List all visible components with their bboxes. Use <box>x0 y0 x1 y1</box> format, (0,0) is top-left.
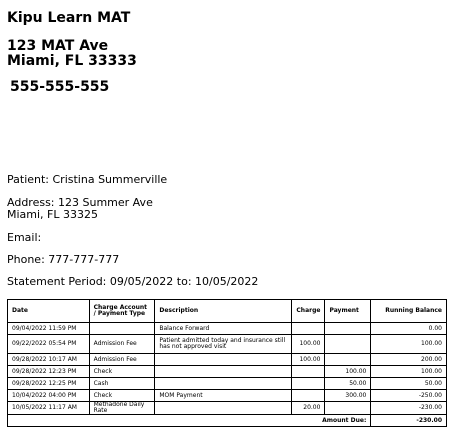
table-row <box>8 323 447 335</box>
patient-email: Email: <box>7 231 42 244</box>
cell-account: Methadone Daily Rate <box>89 402 155 415</box>
cell-charge <box>292 366 325 378</box>
cell-description <box>155 366 292 378</box>
cell-description: Patient admitted today and insurance still has not approved visit <box>155 335 292 354</box>
cell-payment <box>325 402 371 415</box>
amount-due-value: -230.00 <box>371 415 447 427</box>
cell-payment: 300.00 <box>325 390 371 402</box>
cell-balance: 0.00 <box>371 323 447 335</box>
cell-balance: 100.00 <box>371 335 447 354</box>
cell-date: 09/28/2022 12:23 PM <box>8 366 90 378</box>
cell-charge <box>292 390 325 402</box>
cell-payment <box>325 354 371 366</box>
ledger-header-row <box>8 300 447 323</box>
col-date: Date <box>8 300 90 323</box>
cell-date: 09/28/2022 12:25 PM <box>8 378 90 390</box>
cell-description <box>155 402 292 415</box>
cell-balance: -250.00 <box>371 390 447 402</box>
statement-period: Statement Period: 09/05/2022 to: 10/05/2022 <box>7 275 259 288</box>
cell-date: 10/04/2022 04:00 PM <box>8 390 90 402</box>
cell-description <box>155 378 292 390</box>
cell-description <box>155 354 292 366</box>
org-phone: 555-555-555 <box>10 79 110 95</box>
patient-name: Patient: Cristina Summerville <box>7 173 168 186</box>
org-address-line2: Miami, FL 33333 <box>7 53 137 69</box>
cell-date: 09/28/2022 10:17 AM <box>8 354 90 366</box>
cell-account: Check <box>89 366 155 378</box>
col-balance: Running Balance <box>371 300 447 323</box>
table-row <box>8 402 447 415</box>
col-account: Charge Account / Payment Type <box>89 300 155 323</box>
patient-address-line2: Miami, FL 33325 <box>7 208 98 221</box>
cell-balance: 200.00 <box>371 354 447 366</box>
cell-account <box>89 323 155 335</box>
cell-balance: -230.00 <box>371 402 447 415</box>
cell-payment <box>325 323 371 335</box>
cell-charge <box>292 378 325 390</box>
cell-account: Admission Fee <box>89 354 155 366</box>
table-row <box>8 335 447 354</box>
cell-charge <box>292 323 325 335</box>
cell-description: Balance Forward <box>155 323 292 335</box>
cell-charge: 100.00 <box>292 354 325 366</box>
cell-account: Admission Fee <box>89 335 155 354</box>
col-description: Description <box>155 300 292 323</box>
cell-date: 10/05/2022 11:17 AM <box>8 402 90 415</box>
patient-phone: Phone: 777-777-777 <box>7 253 120 266</box>
cell-account: Cash <box>89 378 155 390</box>
org-name: Kipu Learn MAT <box>7 10 131 26</box>
amount-due-label: Amount Due: <box>292 415 371 427</box>
cell-account: Check <box>89 390 155 402</box>
col-charge: Charge <box>292 300 325 323</box>
table-row <box>8 354 447 366</box>
cell-payment: 50.00 <box>325 378 371 390</box>
col-payment: Payment <box>325 300 371 323</box>
amount-due-row <box>8 415 447 427</box>
patient-address-line1: Address: 123 Summer Ave <box>7 196 153 209</box>
cell-payment <box>325 335 371 354</box>
cell-date: 09/22/2022 05:54 PM <box>8 335 90 354</box>
table-row <box>8 366 447 378</box>
table-row <box>8 378 447 390</box>
cell-charge: 100.00 <box>292 335 325 354</box>
cell-date: 09/04/2022 11:59 PM <box>8 323 90 335</box>
cell-balance: 50.00 <box>371 378 447 390</box>
cell-balance: 100.00 <box>371 366 447 378</box>
cell-payment: 100.00 <box>325 366 371 378</box>
cell-description: MOM Payment <box>155 390 292 402</box>
ledger-table <box>7 299 447 427</box>
org-address-line1: 123 MAT Ave <box>7 38 109 54</box>
table-row <box>8 390 447 402</box>
cell-charge: 20.00 <box>292 402 325 415</box>
